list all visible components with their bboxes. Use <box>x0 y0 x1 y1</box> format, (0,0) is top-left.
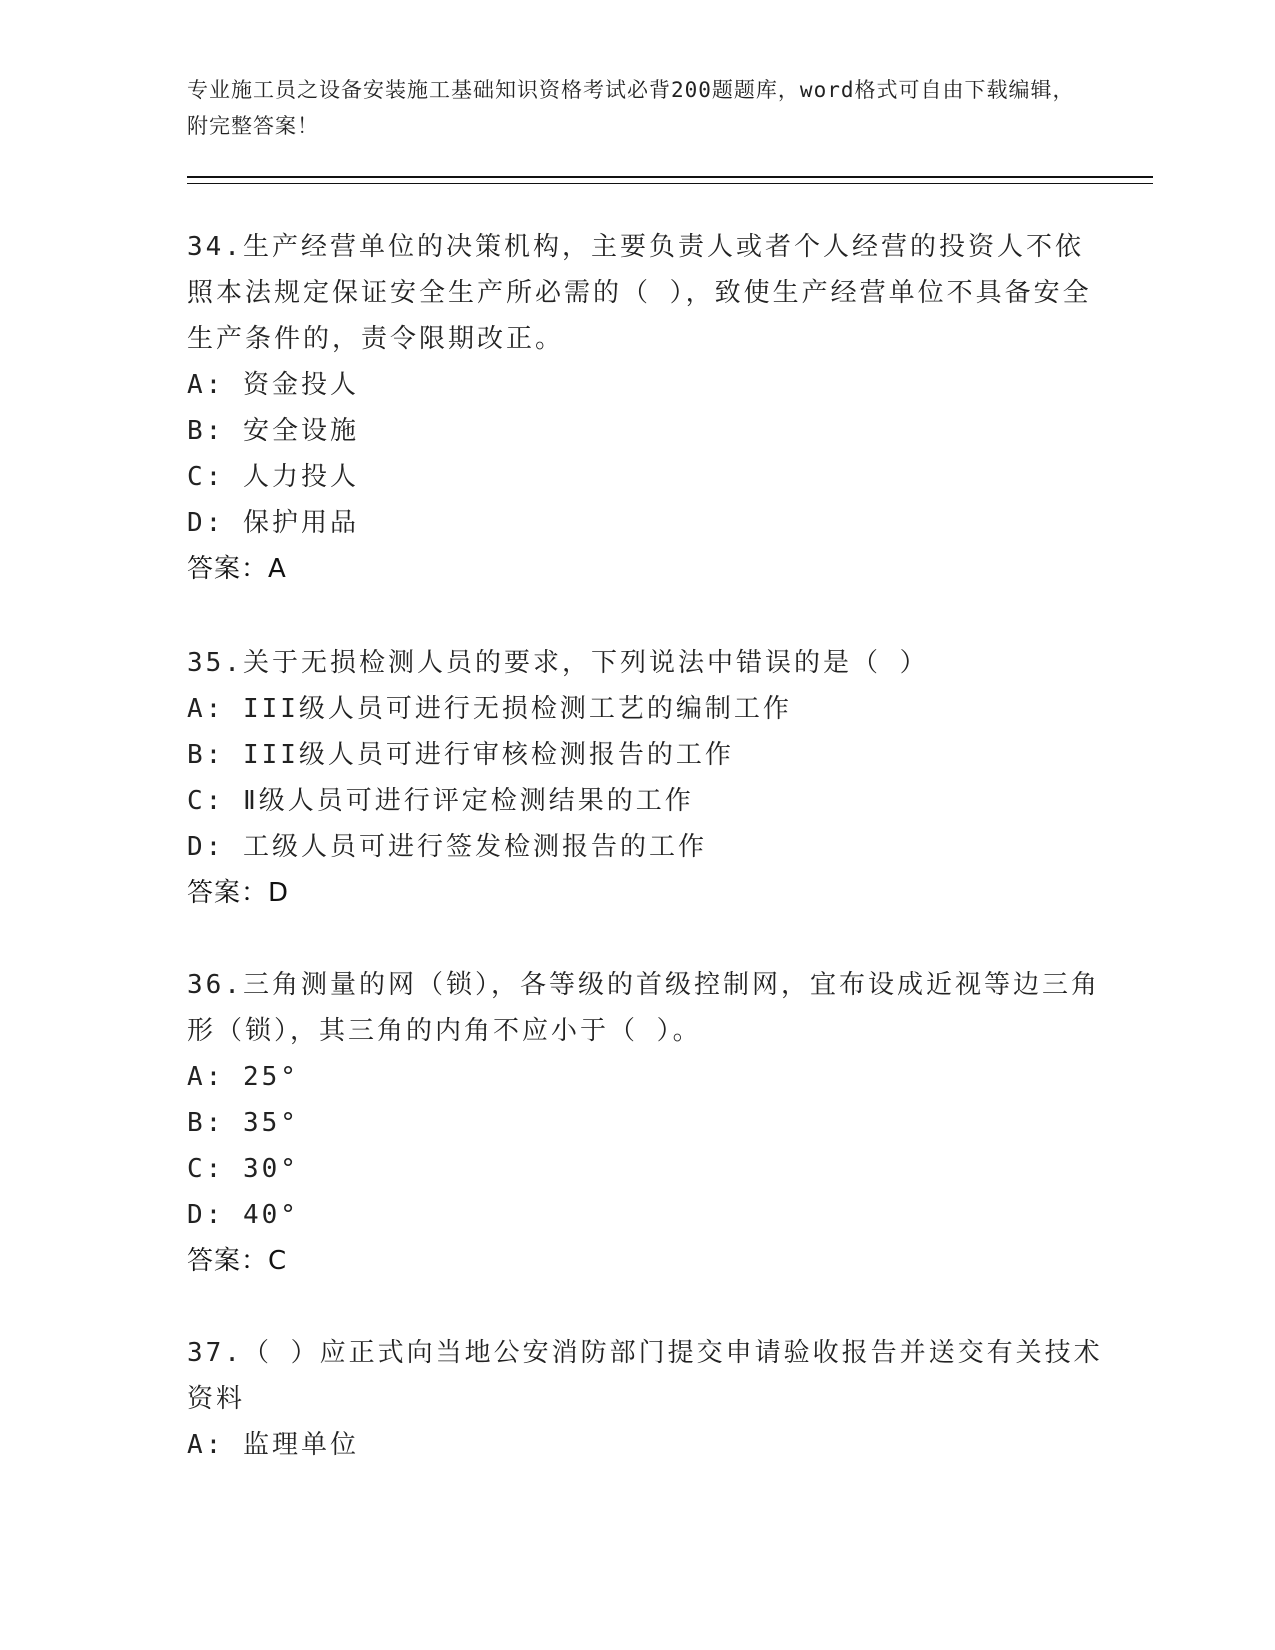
option-d: D: 工级人员可进行签发检测报告的工作 <box>187 832 707 862</box>
question-stem: 36.三角测量的网（锁），各等级的首级控制网，宜布设成近视等边三角形（锁），其三角的内角不应小于（ ）。 <box>187 970 1100 1046</box>
header-divider-thick <box>187 176 1153 178</box>
question-37 <box>187 1330 1107 1468</box>
question-stem: 34.生产经营单位的决策机构，主要负责人或者个人经营的投资人不依照本法规定保证安全生产所必需的（ ），致使生产经营单位不具备安全生产条件的，责令限期改正。 <box>187 232 1092 354</box>
option-c: C: 人力投人 <box>187 462 359 492</box>
document-header: 专业施工员之设备安装施工基础知识资格考试必背200题题库，word格式可自由下载编辑，附完整答案！ <box>187 78 1075 138</box>
question-stem: 35.关于无损检测人员的要求，下列说法中错误的是（ ） <box>187 648 929 678</box>
option-b: B: III级人员可进行审核检测报告的工作 <box>187 740 734 770</box>
option-a: A: 监理单位 <box>187 1430 359 1460</box>
option-a: A: 25° <box>187 1062 299 1092</box>
option-a: A: III级人员可进行无损检测工艺的编制工作 <box>187 694 792 724</box>
question-stem: 37.（ ）应正式向当地公安消防部门提交申请验收报告并送交有关技术资料 <box>187 1338 1103 1414</box>
header-divider-thin <box>187 183 1153 184</box>
option-b: B: 安全设施 <box>187 416 359 446</box>
option-b: B: 35° <box>187 1108 299 1138</box>
answer: 答案：D <box>187 878 290 908</box>
option-c: C: 30° <box>187 1154 299 1184</box>
option-d: D: 保护用品 <box>187 508 359 538</box>
question-36 <box>187 962 1107 1284</box>
question-34 <box>187 224 1107 592</box>
option-d: D: 40° <box>187 1200 299 1230</box>
option-a: A: 资金投人 <box>187 370 359 400</box>
answer: 答案：C <box>187 1246 288 1276</box>
question-35 <box>187 640 1107 916</box>
option-c: C: Ⅱ级人员可进行评定检测结果的工作 <box>187 786 694 816</box>
answer: 答案：A <box>187 554 287 584</box>
